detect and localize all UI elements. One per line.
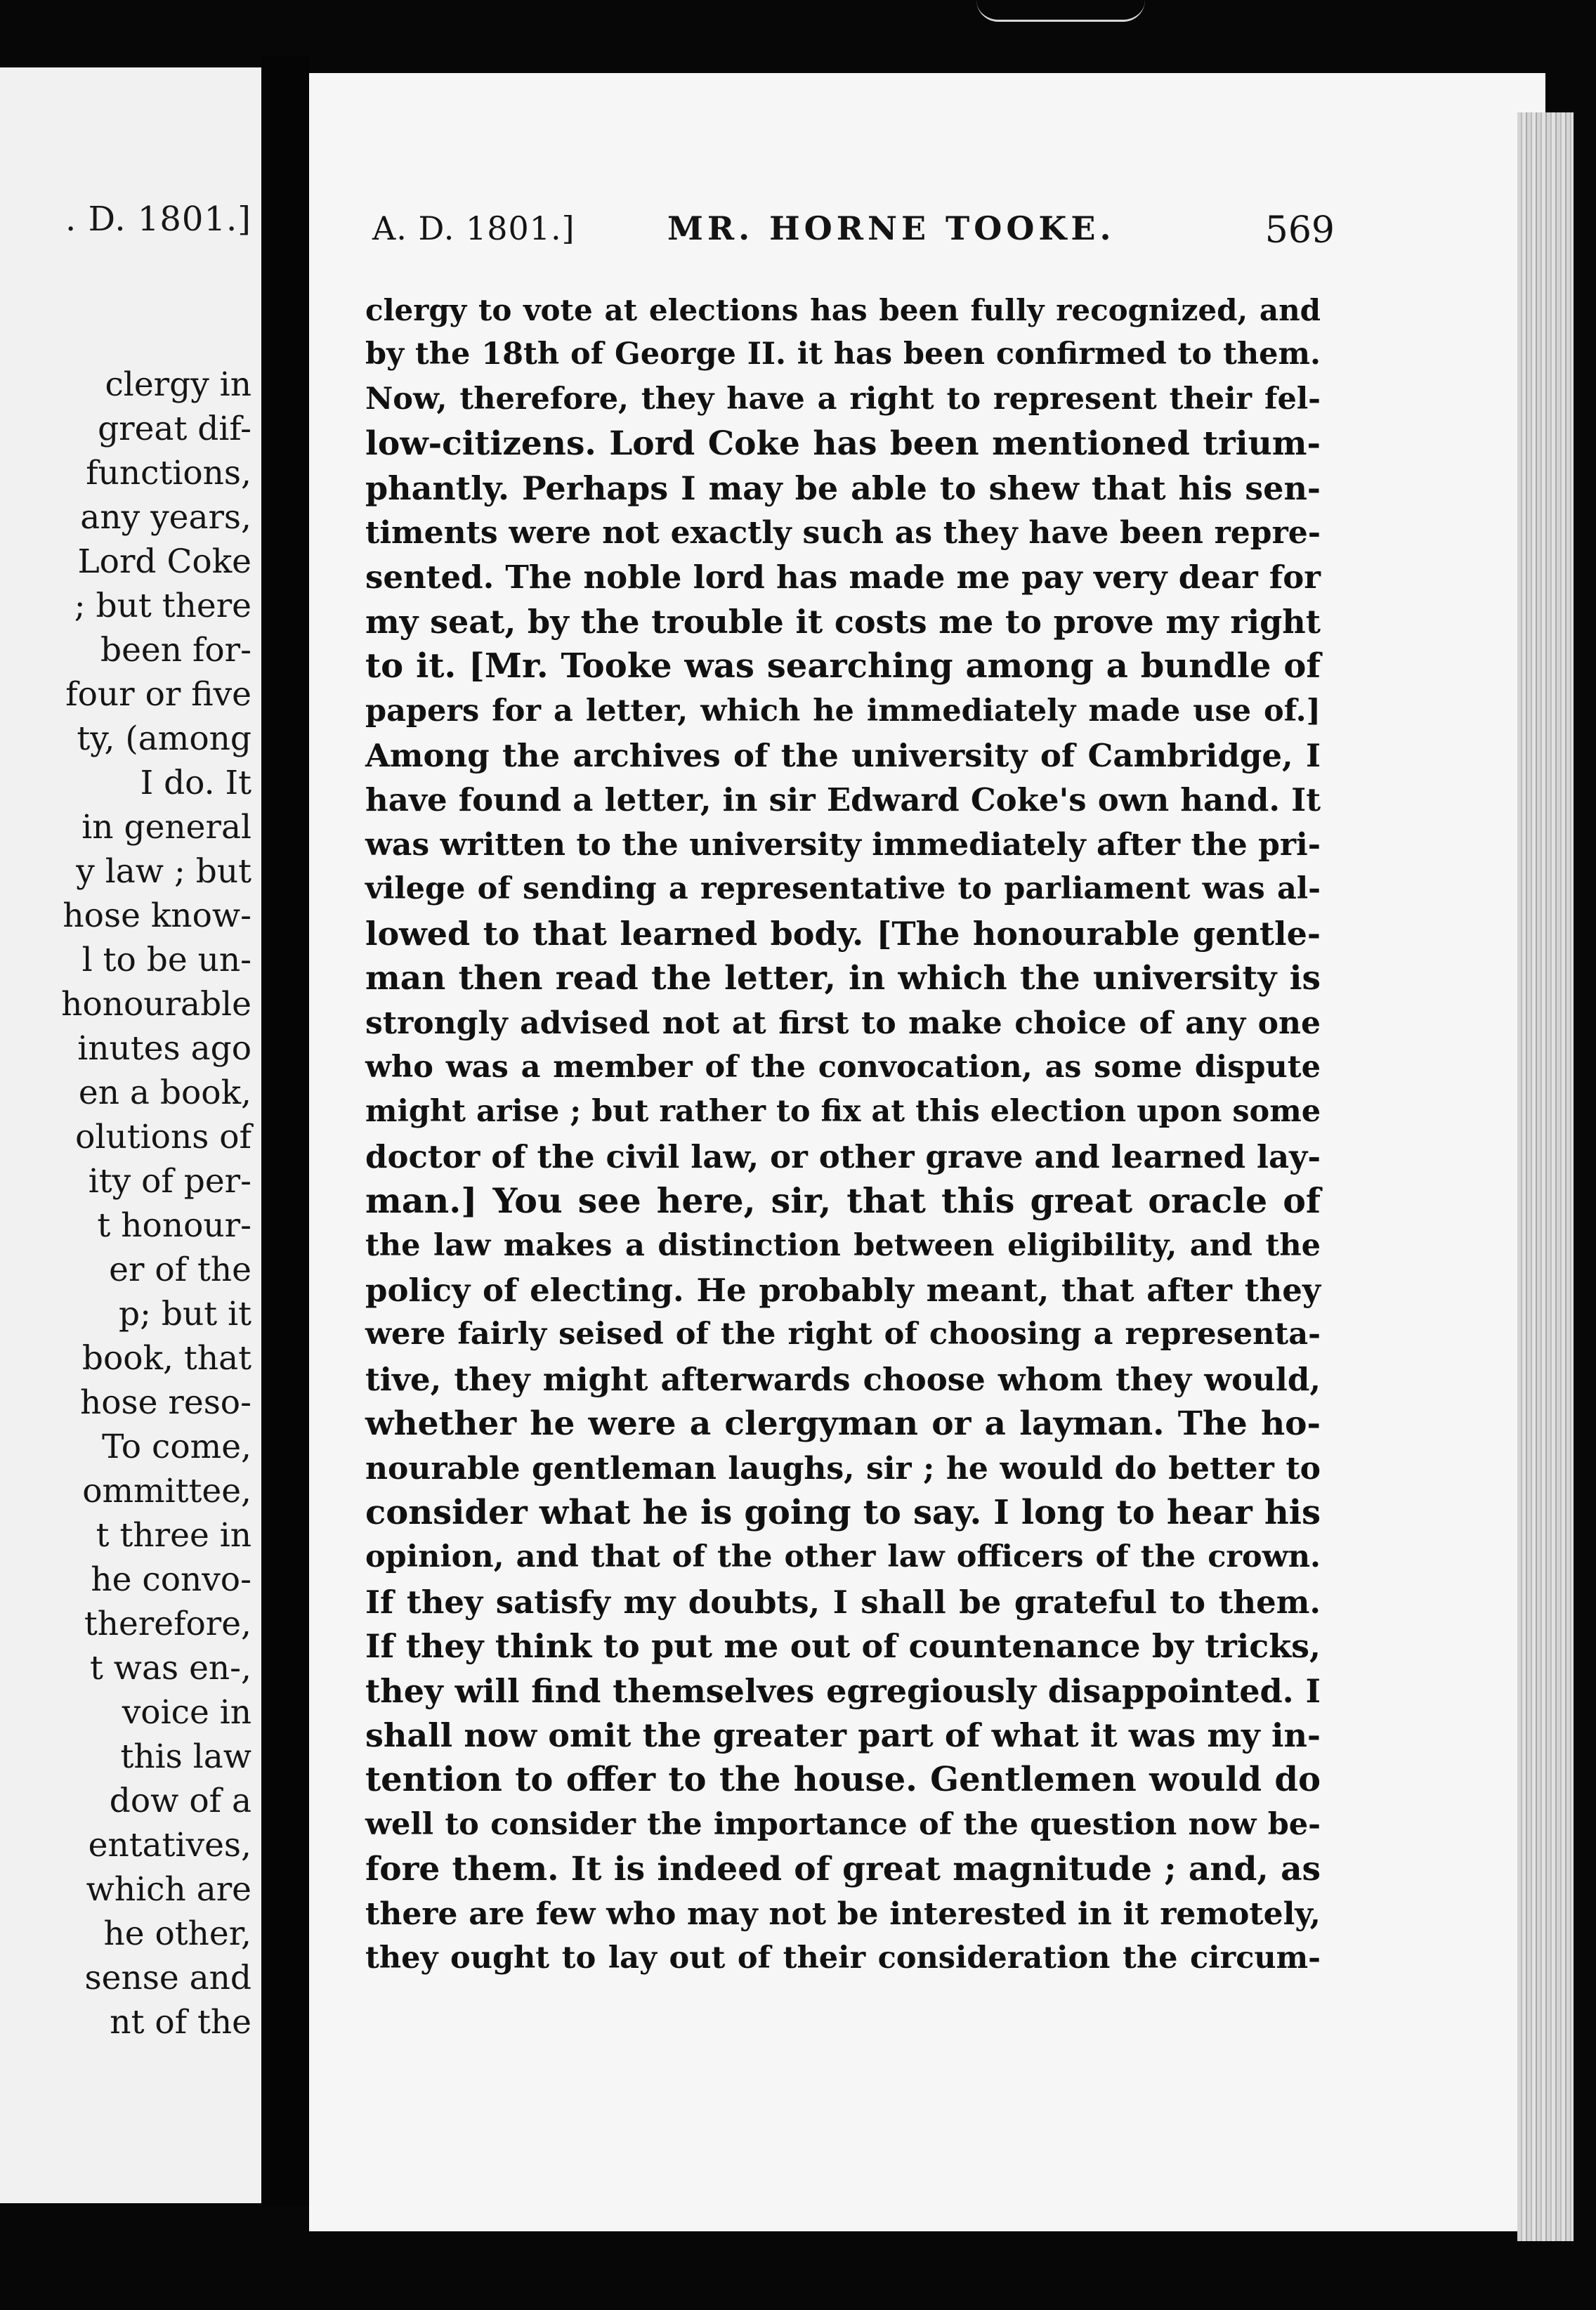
text-line: who was a member of the convocation, as some dispute	[365, 1049, 1321, 1085]
text-line: they ought to lay out of their consideration the circum-	[365, 1940, 1321, 1976]
left-text-line: l to be un-	[81, 941, 251, 979]
text-line: consider what he is going to say. I long to hear his	[365, 1492, 1321, 1532]
left-text-line: ommittee,	[82, 1472, 251, 1510]
text-line: there are few who may not be interested in it remotely,	[365, 1895, 1321, 1932]
text-line: tention to offer to the house. Gentlemen would do	[365, 1760, 1321, 1800]
left-text-line: which are	[86, 1870, 251, 1909]
left-text-line: t honour-	[97, 1206, 251, 1245]
text-line: my seat, by the trouble it costs me to prove my right	[365, 602, 1321, 641]
running-head-date: A. D. 1801.]	[372, 209, 575, 247]
book-gutter	[261, 56, 309, 2206]
text-line: vilege of sending a representative to parliament was al-	[365, 871, 1321, 907]
text-line: to it. [Mr. Tooke was searching among a bundle of	[365, 646, 1321, 686]
left-text-line: he convo-	[91, 1560, 251, 1599]
left-text-line: he other,	[103, 1914, 251, 1953]
text-line: tive, they might afterwards choose whom they would,	[365, 1360, 1321, 1398]
text-line: nourable gentleman laughs, sir ; he would do better to	[365, 1450, 1321, 1487]
text-line: were fairly seised of the right of choosing a representa-	[365, 1317, 1321, 1352]
left-text-line: therefore,	[84, 1605, 251, 1643]
left-running-head: . D. 1801.]	[65, 200, 251, 239]
running-head-title: MR. HORNE TOOKE.	[667, 209, 1116, 247]
left-text-line: been for-	[100, 631, 251, 670]
text-line: timents were not exactly such as they have been repre-	[365, 515, 1321, 552]
left-text-line: this law	[120, 1737, 251, 1776]
left-text-line: honourable	[61, 985, 251, 1024]
text-line: have found a letter, in sir Edward Coke's own hand. It	[365, 781, 1321, 819]
text-line: If they think to put me out of countenance by tricks,	[365, 1627, 1321, 1666]
text-line: whether he were a clergyman or a layman. The ho-	[365, 1404, 1321, 1444]
text-line: strongly advised not at first to make choice of any one	[365, 1005, 1321, 1041]
text-line: doctor of the civil law, or other grave and learned lay-	[365, 1137, 1321, 1175]
left-text-line: t was en-,	[89, 1649, 251, 1688]
left-text-line: any years,	[80, 498, 251, 537]
left-text-line: To come,	[102, 1428, 251, 1466]
text-line: shall now omit the greater part of what it was my in-	[365, 1716, 1321, 1754]
left-text-line: y law ; but	[76, 852, 251, 891]
text-line: papers for a letter, which he immediately made use of.]	[365, 693, 1321, 729]
left-text-line: book, that	[81, 1339, 251, 1378]
left-text-line: great dif-	[98, 410, 251, 448]
left-text-line: sense and	[84, 1959, 251, 1997]
left-text-line: ity of per-	[88, 1162, 251, 1201]
left-text-line: dow of a	[109, 1782, 251, 1820]
scan-mark	[976, 0, 1145, 22]
text-line: sented. The noble lord has made me pay very dear for	[365, 559, 1321, 596]
text-line: the law makes a distinction between eligibility, and the	[365, 1227, 1321, 1263]
left-text-line: en a book,	[78, 1074, 251, 1112]
left-text-line: entatives,	[88, 1826, 251, 1865]
left-page	[0, 67, 266, 2203]
left-text-line: four or five	[65, 675, 251, 714]
left-text-line: Lord Coke	[77, 542, 251, 581]
text-line: Among the archives of the university of Cambridge, I	[365, 737, 1321, 775]
text-line: was written to the university immediately after the pri-	[365, 826, 1321, 863]
running-head	[372, 209, 1335, 252]
left-text-line: ty, (among	[77, 719, 251, 758]
text-line: clergy to vote at elections has been fully recognized, and	[365, 293, 1321, 327]
left-text-line: olutions of	[75, 1118, 251, 1156]
left-text-line: clergy in	[105, 365, 251, 404]
left-text-line: nt of the	[110, 2003, 251, 2042]
text-line: lowed to that learned body. [The honourable gentle-	[365, 914, 1321, 953]
text-line: man.] You see here, sir, that this great oracle of	[365, 1180, 1321, 1222]
left-page-text	[0, 363, 251, 2044]
left-text-line: ; but there	[74, 587, 251, 625]
text-line: Now, therefore, they have a right to represent their fel-	[365, 381, 1321, 417]
body-text	[365, 288, 1321, 1981]
left-text-line: hose know-	[63, 896, 251, 935]
text-line: man then read the letter, in which the university is	[365, 959, 1321, 998]
text-line: opinion, and that of the other law officers of the crown.	[365, 1539, 1321, 1575]
text-line: policy of electing. He probably meant, that after they	[365, 1271, 1321, 1309]
text-line: might arise ; but rather to fix at this election upon some	[365, 1094, 1321, 1130]
text-line: phantly. Perhaps I may be able to shew that his sen-	[365, 469, 1321, 507]
text-line: fore them. It is indeed of great magnitude ; and, as	[365, 1850, 1321, 1889]
text-line: they will find themselves egregiously disappointed. I	[365, 1671, 1321, 1710]
left-text-line: functions,	[86, 454, 251, 492]
text-line: well to consider the importance of the question now be-	[365, 1806, 1321, 1842]
page-edges	[1517, 112, 1574, 2241]
left-text-line: I do. It	[140, 764, 251, 802]
left-text-line: hose reso-	[79, 1383, 251, 1422]
left-text-line: t three in	[96, 1516, 251, 1555]
left-text-line: p; but it	[119, 1295, 251, 1333]
page-number: 569	[1264, 209, 1335, 252]
left-text-line: voice in	[122, 1693, 251, 1732]
left-text-line: in general	[81, 808, 251, 847]
text-line: low-citizens. Lord Coke has been mentioned trium-	[365, 424, 1321, 464]
text-line: by the 18th of George II. it has been confirmed to them.	[365, 337, 1321, 372]
text-line: If they satisfy my doubts, I shall be grateful to them.	[365, 1583, 1321, 1621]
left-text-line: er of the	[109, 1251, 251, 1289]
left-text-line: inutes ago	[77, 1029, 251, 1068]
